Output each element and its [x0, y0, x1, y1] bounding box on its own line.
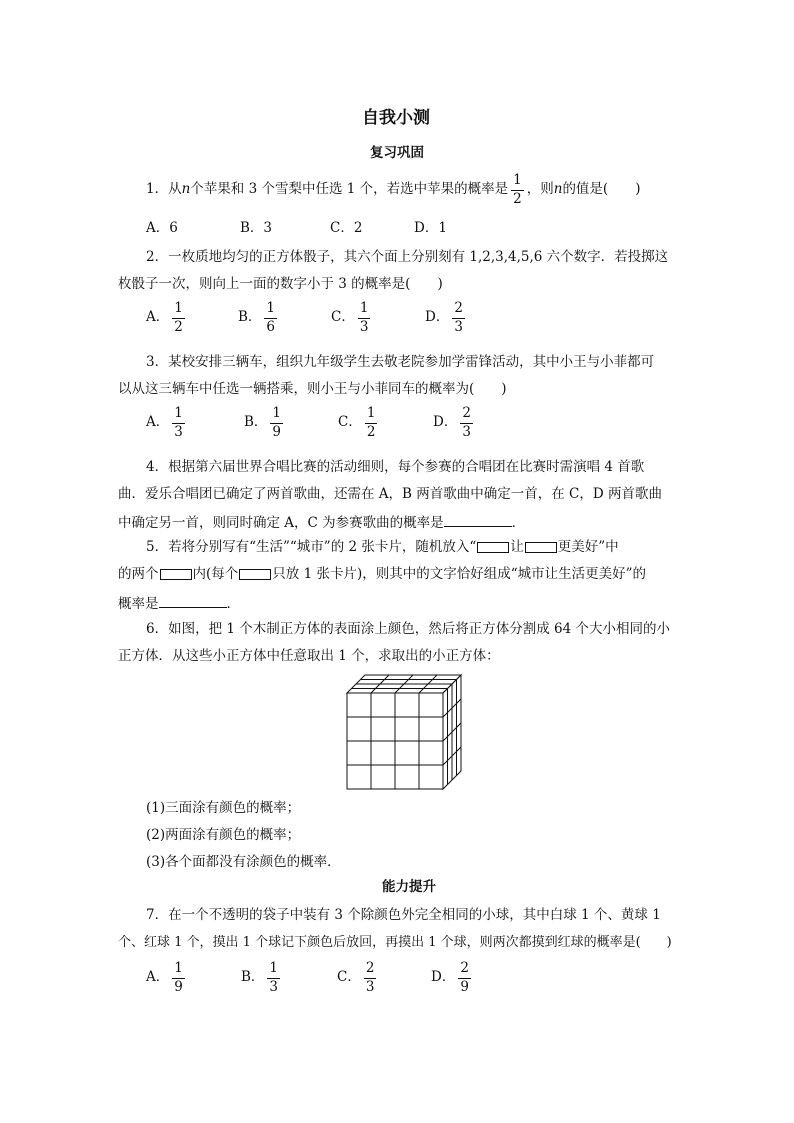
q3-option-c-num: 1 [366, 405, 376, 421]
q7-option-b-fraction [267, 962, 280, 994]
q5-l2c: 只放 1 张卡片)，则其中的文字恰好组成“城市让生活更美好”的 [272, 566, 647, 582]
q3-option-d-num: 2 [462, 405, 471, 421]
q2-option-d[interactable] [425, 302, 468, 334]
q7-option-c-fraction [364, 962, 377, 994]
q7-option-c-num: 2 [365, 960, 375, 976]
q7-option-b-num: 1 [269, 960, 279, 976]
q2-line-2: 枚骰子一次，则向上一面的数字小于 3 的概率是( ) [118, 276, 443, 292]
q7-option-b-label: B． [241, 969, 265, 986]
q3-option-d-den: 3 [462, 423, 471, 440]
q6-line-1: 6．如图，把 1 个木制正方体的表面涂上颜色，然后将正方体分割成 64 个大小相同的小 [146, 621, 671, 637]
q1-text-suffix: 的值是( ) [562, 181, 641, 198]
q3-option-a-den: 3 [174, 423, 183, 440]
q5-card-slot-4 [239, 569, 271, 580]
q2-option-b[interactable] [238, 302, 280, 334]
q2-option-d-num: 2 [454, 300, 463, 316]
q3-option-c[interactable] [338, 407, 380, 439]
q6-sub-1: (1)三面涂有颜色的概率； [146, 800, 301, 816]
q1-text-prefix: 1．从 [146, 181, 182, 198]
q1-variable: n [181, 181, 191, 198]
q7-line-2: 个、红球 1 个，摸出 1 个球记下颜色后放回，再摸出 1 个球，则两次都摸到红球的概率是( ) [118, 935, 672, 950]
q3-line-1: 3．某校安排三辆车，组织九年级学生去敬老院参加学雷锋活动，其中小王与小菲都可 [146, 354, 655, 370]
q3-option-b-den: 9 [272, 423, 282, 440]
q1-variable-2: n [553, 181, 563, 198]
q2-option-b-fraction [264, 302, 277, 334]
cube-figure [340, 670, 470, 796]
q2-option-d-den: 3 [454, 318, 463, 335]
q7-option-a-den: 9 [174, 978, 183, 995]
q5-line-1 [146, 541, 619, 555]
q7-line-1: 7．在一个不透明的袋子中装有 3 个除颜色外完全相同的小球，其中白球 1 个、黄球 1 [146, 907, 661, 923]
q7-option-d-den: 9 [460, 978, 469, 995]
q7-option-c-den: 3 [365, 978, 375, 995]
q6-sub-2: (2)两面涂有颜色的概率； [146, 827, 301, 843]
q2-option-a-num: 1 [174, 300, 183, 316]
q7-option-a-label: A． [146, 969, 170, 986]
q3-option-d-label: D． [433, 414, 458, 431]
q2-option-c[interactable] [331, 302, 373, 334]
q3-option-a-num: 1 [174, 405, 183, 421]
q3-option-d-fraction [460, 407, 473, 439]
q2-option-a-label: A． [146, 309, 170, 326]
q1-option-c[interactable]: C．2 [330, 220, 363, 236]
q1-text-mid: 个苹果和 3 个雪梨中任选 1 个，若选中苹果的概率是 [190, 181, 509, 198]
q3-option-c-fraction [365, 407, 378, 439]
q4-line-2: 曲．爱乐合唱团已确定了两首歌曲，还需在 A，B 两首歌曲中确定一首，在 C，D 两首歌曲 [118, 486, 662, 502]
q7-option-b[interactable] [241, 962, 283, 994]
q7-option-a-fraction [172, 962, 185, 994]
q2-option-c-label: C． [331, 309, 355, 326]
q4-line-3 [118, 514, 525, 531]
q1-option-d[interactable]: D．1 [414, 220, 447, 236]
q3-option-b[interactable] [244, 407, 286, 439]
q7-option-c-label: C． [337, 969, 361, 986]
q2-option-d-fraction [452, 302, 465, 334]
q2-option-c-fraction [358, 302, 371, 334]
q5-answer-blank[interactable] [159, 595, 227, 608]
q5-card-slot-3 [160, 569, 192, 580]
q2-option-a[interactable] [146, 302, 188, 334]
q4-line-3-text: 中确定另一首，则同时确定 A，C 为参赛歌曲的概率是 [118, 515, 444, 531]
q1-text-mid2: ，则 [526, 181, 554, 198]
q3-option-b-label: B． [244, 414, 268, 431]
q3-option-b-fraction [270, 407, 283, 439]
q1-option-a[interactable]: A．6 [146, 220, 178, 236]
q1-fraction [511, 174, 524, 206]
q5-line-3 [118, 595, 240, 612]
q3-option-d[interactable] [433, 407, 476, 439]
q5-l1b: 让 [510, 539, 524, 555]
q3-option-c-label: C． [338, 414, 362, 431]
q4-end: ． [511, 515, 526, 531]
q3-option-a[interactable] [146, 407, 188, 439]
q3-option-c-den: 2 [366, 423, 376, 440]
q7-option-c[interactable] [337, 962, 379, 994]
q2-option-b-den: 6 [266, 318, 276, 335]
q3-option-b-num: 1 [272, 405, 282, 421]
q1-option-b[interactable]: B．3 [240, 220, 273, 236]
q5-l1c: 更美好”中 [557, 539, 619, 555]
q5-card-slot-2 [525, 542, 557, 553]
q2-option-b-label: B． [238, 309, 262, 326]
q6-sub-3: (3)各个面都没有涂颜色的概率． [146, 854, 341, 870]
page-title: 自我小测 [362, 108, 430, 128]
q3-option-a-label: A． [146, 414, 170, 431]
q7-option-b-den: 3 [269, 978, 279, 995]
q2-option-c-den: 3 [359, 318, 369, 335]
q5-l1a: 5．若将分别写有“生活”“城市”的 2 张卡片，随机放入“ [146, 539, 477, 555]
q5-l2a: 的两个 [118, 566, 159, 582]
q7-option-d-fraction [458, 962, 471, 994]
q2-option-b-num: 1 [266, 300, 276, 316]
q2-option-d-label: D． [425, 309, 450, 326]
q7-option-d-num: 2 [460, 960, 469, 976]
q5-line-2 [118, 568, 646, 582]
question-1 [146, 174, 640, 206]
section-review: 复习巩固 [370, 145, 424, 161]
q2-line-1: 2．一枚质地均匀的正方体骰子，其六个面上分别刻有 1,2,3,4,5,6 六个数字．若投掷这 [146, 249, 669, 265]
q5-l2b: 内(每个 [192, 566, 239, 582]
q7-option-d[interactable] [431, 962, 474, 994]
q2-option-a-den: 2 [174, 318, 183, 335]
q6-line-2: 正方体．从这些小正方体中任意取出 1 个，求取出的小正方体： [118, 648, 500, 664]
q2-option-c-num: 1 [359, 300, 369, 316]
q7-option-d-label: D． [431, 969, 456, 986]
section-ability: 能力提升 [382, 879, 436, 895]
q4-answer-blank[interactable] [444, 514, 512, 527]
q3-line-2: 以从这三辆车中任选一辆搭乘，则小王与小菲同车的概率为( ) [118, 381, 507, 397]
q1-fraction-num: 1 [513, 172, 522, 188]
q1-fraction-den: 2 [513, 190, 522, 207]
q7-option-a[interactable] [146, 962, 188, 994]
q5-end: ． [226, 596, 240, 612]
q5-l3: 概率是 [118, 596, 159, 612]
q3-option-a-fraction [172, 407, 185, 439]
q7-option-a-num: 1 [174, 960, 183, 976]
q5-card-slot-1 [477, 542, 509, 553]
q2-option-a-fraction [172, 302, 185, 334]
q4-line-1: 4．根据第六届世界合唱比赛的活动细则，每个参赛的合唱团在比赛时需演唱 4 首歌 [146, 459, 645, 475]
